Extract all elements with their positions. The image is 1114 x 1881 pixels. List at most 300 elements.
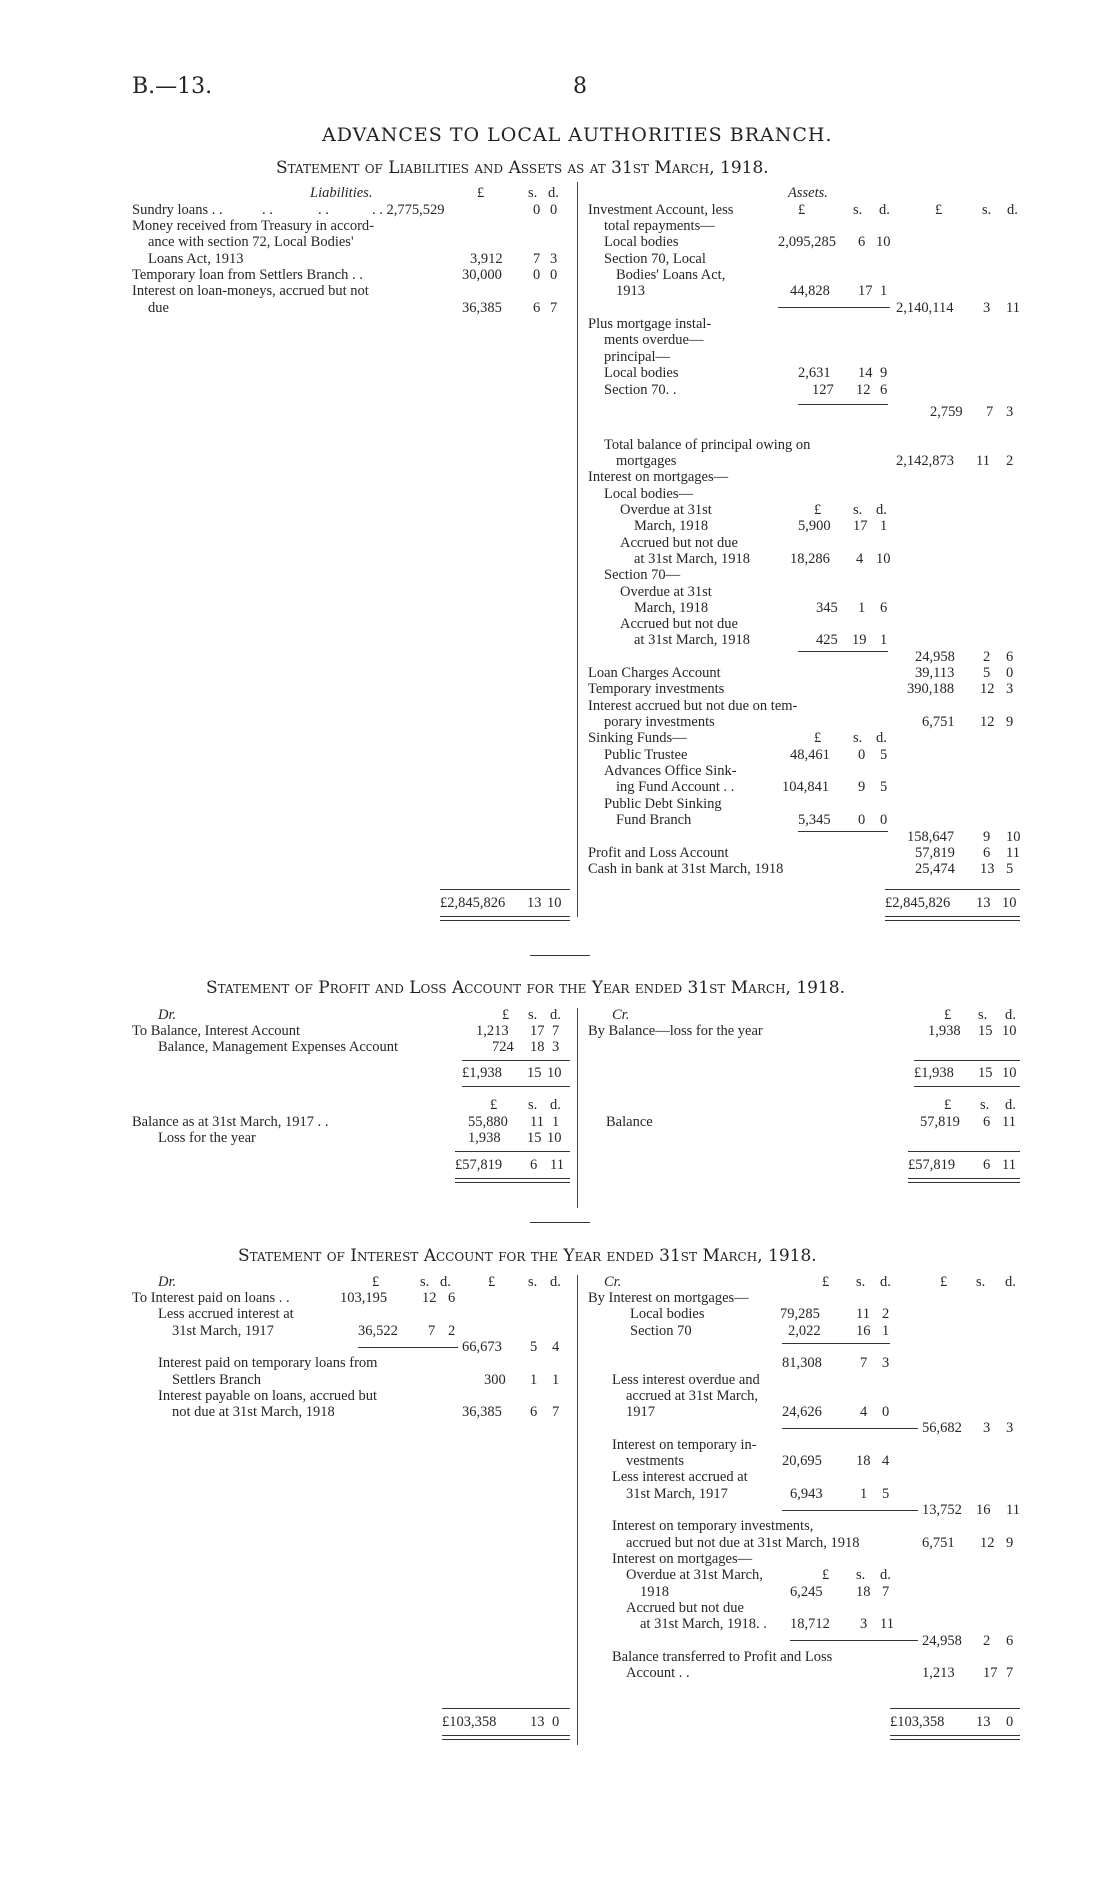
total-double-rule (440, 916, 570, 917)
int-amount: 300 (484, 1372, 506, 1388)
asset-s: 5 (983, 665, 991, 681)
column-divider (577, 1275, 578, 1745)
int-cr-text: Account . . (626, 1665, 690, 1681)
asset-d-head-2: d. (1007, 202, 1018, 218)
asset-sf-pound-head: £ (814, 730, 822, 746)
liab-text: Loans Act, 1913 (148, 251, 244, 267)
asset-text: Section 70. . (604, 382, 677, 398)
asset-pound-head-2: £ (935, 202, 943, 218)
liab-amount: 30,000 (462, 267, 502, 283)
asset-text: Overdue at 31st (620, 584, 712, 600)
asset-amount: 39,113 (915, 665, 955, 681)
int-cr-d: 3 (1006, 1420, 1014, 1436)
int-cr-text: Overdue at 31st March, (626, 1567, 763, 1583)
int-cr-text: Interest on temporary investments, (612, 1518, 814, 1534)
int-s: 1 (530, 1372, 538, 1388)
liab-amount: 36,385 (462, 300, 502, 316)
asset-d: 3 (1006, 404, 1014, 420)
pl-left-total: £1,938 (462, 1065, 502, 1081)
total-rule (914, 1060, 1020, 1061)
int-cr-s: 7 (860, 1355, 868, 1371)
asset-text: ing Fund Account . . (616, 779, 735, 795)
asset-interest-total: 24,958 (915, 649, 955, 665)
pl-pound-head-2: £ (490, 1097, 498, 1113)
asset-text: Accrued but not due (620, 616, 738, 632)
asset-d: 6 (1006, 649, 1014, 665)
int-cr-d: 7 (1006, 1665, 1014, 1681)
asset-text: at 31st March, 1918 (634, 551, 750, 567)
int-pound-head: £ (372, 1274, 380, 1290)
asset-s: 2 (983, 649, 991, 665)
asset-text: Interest on mortgages— (588, 469, 729, 485)
asset-sf-d-head: d. (876, 730, 887, 746)
pl-amount: 1,938 (468, 1130, 501, 1146)
asset-s: 12 (856, 382, 871, 398)
liab-d: 7 (550, 300, 558, 316)
int-cr-text: Less interest overdue and (612, 1372, 760, 1388)
pl-interest-balance: To Balance, Interest Account (132, 1023, 301, 1039)
liab-text: ance with section 72, Local Bodies' (148, 234, 354, 250)
int-cr-amount: 79,285 (780, 1306, 820, 1322)
asset-d: 2 (1006, 453, 1014, 469)
asset-s: 11 (976, 453, 990, 469)
int-cr-s: 13 (976, 1714, 991, 1730)
pl-balance-loss: By Balance—loss for the year (588, 1023, 763, 1039)
total-double-rule (885, 920, 1020, 921)
total-double-rule (455, 1178, 570, 1179)
int-cr-text: Local bodies (630, 1306, 705, 1322)
pl-cr: Cr. (612, 1007, 630, 1023)
asset-amount: 44,828 (790, 283, 830, 299)
int-sub-d-head: d. (880, 1567, 891, 1583)
pl-loss-for-year: Loss for the year (158, 1130, 256, 1146)
int-s: 5 (530, 1339, 538, 1355)
asset-pound-head: £ (798, 202, 806, 218)
asset-text: Accrued but not due (620, 535, 738, 551)
int-cr-amount: 20,695 (782, 1453, 822, 1469)
asset-text: principal— (604, 349, 671, 365)
subtotal-rule (798, 831, 888, 832)
total-rule (885, 889, 1020, 890)
assets-total-d: 10 (1002, 895, 1017, 911)
int-amount: 36,522 (358, 1323, 398, 1339)
pl-opening-balance: Balance as at 31st March, 1917 . . (132, 1114, 329, 1130)
liab-text: Money received from Treasury in accord- (132, 218, 374, 234)
int-cr-pound-head: £ (822, 1274, 830, 1290)
int-cr-d: 0 (1006, 1714, 1014, 1730)
pl-cr-d-head: d. (1005, 1007, 1016, 1023)
asset-temporary-investments: Temporary investments (588, 681, 725, 697)
int-cr-amount: 56,682 (922, 1420, 962, 1436)
asset-text: mortgages (616, 453, 677, 469)
int-text: Settlers Branch (172, 1372, 261, 1388)
column-divider (577, 1008, 578, 1208)
int-cr-d: 5 (882, 1486, 890, 1502)
int-cr-text: Accrued but not due (626, 1600, 744, 1616)
int-cr-s: 16 (856, 1323, 871, 1339)
asset-d: 10 (876, 551, 891, 567)
pl-s: 15 (978, 1023, 993, 1039)
asset-amount: 104,841 (782, 779, 830, 795)
int-cr-text: vestments (626, 1453, 684, 1469)
asset-s: 13 (980, 861, 995, 877)
pl-d: 11 (550, 1157, 564, 1173)
liab-s: 0 (533, 202, 541, 218)
liab-sundry-loans: Sundry loans . . (132, 202, 223, 218)
pl-d: 1 (552, 1114, 560, 1130)
liab-temporary-loan: Temporary loan from Settlers Branch . . (132, 267, 363, 283)
total-double-rule (455, 1182, 570, 1183)
int-cr-amount: 13,752 (922, 1502, 962, 1518)
pl-right-total-2: £57,819 (908, 1157, 956, 1173)
int-cr-s: 18 (856, 1584, 871, 1600)
subtotal-rule (358, 1347, 458, 1348)
liab-d: 0 (550, 267, 558, 283)
int-text: Less accrued interest at (158, 1306, 294, 1322)
int-cr-text: Section 70 (630, 1323, 692, 1339)
asset-amount: 5,345 (798, 812, 831, 828)
asset-text: Local bodies (604, 234, 679, 250)
int-d: 7 (552, 1404, 560, 1420)
pl-amount: 55,880 (468, 1114, 508, 1130)
int-d-head: d. (440, 1274, 451, 1290)
asset-text: at 31st March, 1918 (634, 632, 750, 648)
asset-s-head: s. (853, 202, 863, 218)
subtotal-rule (782, 1343, 890, 1344)
liab-total-s: 13 (527, 895, 542, 911)
asset-d: 5 (1006, 861, 1014, 877)
int-d: 0 (552, 1714, 560, 1730)
asset-d: 6 (880, 600, 888, 616)
pl-cr-d-head-2: d. (1005, 1097, 1016, 1113)
asset-d: 5 (880, 747, 888, 763)
interest-account-title: Statement of Interest Account for the Year ended 31st March, 1918. (238, 1246, 817, 1266)
page-number: 8 (573, 74, 587, 99)
asset-d: 11 (1006, 300, 1020, 316)
int-d: 2 (448, 1323, 456, 1339)
assets-total-s: 13 (976, 895, 991, 911)
asset-amount: 425 (816, 632, 838, 648)
pl-d-head: d. (550, 1007, 561, 1023)
int-s-head: s. (420, 1274, 430, 1290)
total-double-rule (890, 1735, 1020, 1736)
asset-d: 1 (880, 632, 888, 648)
liab-d: 3 (550, 251, 558, 267)
int-cr-amount: 2,022 (788, 1323, 821, 1339)
asset-text: March, 1918 (634, 518, 709, 534)
total-rule (890, 1708, 1020, 1709)
int-cr-text: 1918 (640, 1584, 669, 1600)
asset-s: 12 (980, 714, 995, 730)
pl-d: 7 (552, 1023, 560, 1039)
int-d: 1 (552, 1372, 560, 1388)
liab-amount: 3,912 (470, 251, 503, 267)
subtotal-rule (778, 307, 890, 308)
total-rule (442, 1708, 570, 1709)
asset-d: 1 (880, 518, 888, 534)
pl-s: 6 (983, 1157, 991, 1173)
liabilities-heading: Liabilities. (310, 185, 373, 201)
liab-s: 6 (533, 300, 541, 316)
asset-subtotal: 2,759 (930, 404, 963, 420)
asset-principal-total: 2,142,873 (896, 453, 954, 469)
int-cr-text: By Interest on mortgages— (588, 1290, 749, 1306)
pl-s: 17 (530, 1023, 545, 1039)
liab-d-head: d. (548, 185, 559, 201)
int-cr-s: 18 (856, 1453, 871, 1469)
asset-d-head: d. (879, 202, 890, 218)
asset-s: 17 (858, 283, 873, 299)
liab-pound-head: £ (477, 185, 485, 201)
asset-s: 19 (852, 632, 867, 648)
int-text: Interest paid on temporary loans from (158, 1355, 378, 1371)
asset-s: 9 (858, 779, 866, 795)
asset-text: Section 70, Local (604, 251, 706, 267)
asset-text: ments overdue— (604, 332, 704, 348)
asset-text: Advances Office Sink- (604, 763, 737, 779)
int-s-head-2: s. (528, 1274, 538, 1290)
liab-s-head: s. (528, 185, 538, 201)
pl-amount: 724 (492, 1039, 514, 1055)
int-cr-text: Interest on temporary in- (612, 1437, 757, 1453)
total-double-rule (885, 916, 1020, 917)
asset-investment: Investment Account, less (588, 202, 734, 218)
int-cr-text: 1917 (626, 1404, 655, 1420)
pl-d: 11 (1002, 1114, 1016, 1130)
asset-amount: 127 (812, 382, 834, 398)
leader-dots: . . (318, 202, 329, 218)
asset-d: 3 (1006, 681, 1014, 697)
int-right-total: £103,358 (890, 1714, 945, 1730)
asset-d: 1 (880, 283, 888, 299)
asset-s: 6 (983, 845, 991, 861)
pl-cr-s-head: s. (978, 1007, 988, 1023)
asset-text: total repayments— (604, 218, 715, 234)
asset-sf-s-head: s. (853, 730, 863, 746)
int-cr-d: 1 (882, 1323, 890, 1339)
asset-d: 11 (1006, 845, 1020, 861)
asset-s: 0 (858, 812, 866, 828)
asset-text: 1913 (616, 283, 645, 299)
pl-cr-pound-head-2: £ (944, 1097, 952, 1113)
asset-sub-s-head: s. (853, 502, 863, 518)
asset-d: 0 (880, 812, 888, 828)
int-cr-d: 6 (1006, 1633, 1014, 1649)
int-cr-d-head: d. (880, 1274, 891, 1290)
int-cr-s: 4 (860, 1404, 868, 1420)
pl-d: 10 (547, 1065, 562, 1081)
pl-pound-head: £ (502, 1007, 510, 1023)
branch-title: ADVANCES TO LOCAL AUTHORITIES BRANCH. (322, 124, 833, 146)
pl-cr-s-head-2: s. (980, 1097, 990, 1113)
asset-s-head-2: s. (982, 202, 992, 218)
int-dr: Dr. (158, 1274, 177, 1290)
int-text: Interest payable on loans, accrued but (158, 1388, 378, 1404)
subtotal-rule (782, 1428, 918, 1429)
pl-right-total: £1,938 (914, 1065, 954, 1081)
asset-text: Public Debt Sinking (604, 796, 722, 812)
int-d: 4 (552, 1339, 560, 1355)
int-cr-amount: 1,213 (922, 1665, 955, 1681)
asset-text: Local bodies (604, 365, 679, 381)
int-cr-amount: 81,308 (782, 1355, 822, 1371)
int-cr-s: 16 (976, 1502, 991, 1518)
subtotal-rule (798, 404, 888, 405)
asset-s: 17 (853, 518, 868, 534)
asset-s: 0 (858, 747, 866, 763)
liab-d: 0 (550, 202, 558, 218)
int-cr-amount: 6,943 (790, 1486, 823, 1502)
int-cr-text: Less interest accrued at (612, 1469, 748, 1485)
pl-s: 15 (527, 1130, 542, 1146)
int-sub-s-head: s. (856, 1567, 866, 1583)
int-s: 6 (530, 1404, 538, 1420)
asset-sub-d-head: d. (876, 502, 887, 518)
int-cr-amount: 24,958 (922, 1633, 962, 1649)
pl-left-total-2: £57,819 (455, 1157, 503, 1173)
int-amount: 36,385 (462, 1404, 502, 1420)
int-cr-d: 9 (1006, 1535, 1014, 1551)
asset-amount: 5,900 (798, 518, 831, 534)
pl-d: 3 (552, 1039, 560, 1055)
int-cr-text: at 31st March, 1918. . (640, 1616, 767, 1632)
asset-text: Plus mortgage instal- (588, 316, 712, 332)
asset-text: Fund Branch (616, 812, 692, 828)
int-cr-pound-head-2: £ (940, 1274, 948, 1290)
asset-d: 10 (876, 234, 891, 250)
section-divider (530, 955, 590, 956)
asset-sinking-total: 158,647 (907, 829, 955, 845)
asset-d: 0 (1006, 665, 1014, 681)
int-d: 6 (448, 1290, 456, 1306)
asset-amount: 390,188 (907, 681, 955, 697)
asset-s: 4 (856, 551, 864, 567)
pl-d: 11 (1002, 1157, 1016, 1173)
asset-s: 7 (986, 404, 994, 420)
int-amount: 66,673 (462, 1339, 502, 1355)
asset-s: 9 (983, 829, 991, 845)
total-double-rule (890, 1739, 1020, 1740)
section-divider (530, 1222, 590, 1223)
asset-amount: 18,286 (790, 551, 830, 567)
total-double-rule (462, 1086, 570, 1087)
asset-s: 1 (858, 600, 866, 616)
balance-sheet-title: Statement of Liabilities and Assets as at 31st March, 1918. (276, 158, 769, 178)
total-double-rule (914, 1086, 1020, 1087)
int-s: 13 (530, 1714, 545, 1730)
int-amount: 103,195 (340, 1290, 388, 1306)
int-s: 7 (428, 1323, 436, 1339)
int-s: 12 (422, 1290, 437, 1306)
asset-d: 9 (880, 365, 888, 381)
int-cr-text: 31st March, 1917 (626, 1486, 728, 1502)
pl-cr-pound-head: £ (944, 1007, 952, 1023)
int-cr-d: 7 (882, 1584, 890, 1600)
asset-profit-loss: Profit and Loss Account (588, 845, 729, 861)
int-pound-head-2: £ (488, 1274, 496, 1290)
total-double-rule (908, 1178, 1020, 1179)
pl-d: 10 (1002, 1065, 1017, 1081)
total-double-rule (442, 1735, 570, 1736)
pl-s: 6 (530, 1157, 538, 1173)
leader-dots: . . (262, 202, 273, 218)
liab-text: due (148, 300, 169, 316)
pl-management-balance: Balance, Management Expenses Account (158, 1039, 398, 1055)
pl-s: 18 (530, 1039, 545, 1055)
int-cr-s: 1 (860, 1486, 868, 1502)
report-code: B.—13. (132, 74, 213, 99)
total-double-rule (440, 920, 570, 921)
asset-s: 12 (980, 681, 995, 697)
pl-amount: 57,819 (920, 1114, 960, 1130)
pl-s: 15 (527, 1065, 542, 1081)
asset-text: Sinking Funds— (588, 730, 687, 746)
int-cr-amount: 6,245 (790, 1584, 823, 1600)
int-cr-d: 11 (880, 1616, 894, 1632)
pl-s: 11 (530, 1114, 544, 1130)
int-sub-pound-head: £ (822, 1567, 830, 1583)
asset-amount: 345 (816, 600, 838, 616)
asset-text: Section 70— (604, 567, 681, 583)
pl-amount: 1,213 (476, 1023, 509, 1039)
asset-text: Total balance of principal owing on (604, 437, 811, 453)
int-cr-d: 11 (1006, 1502, 1020, 1518)
int-cr-text: Interest on mortgages— (612, 1551, 753, 1567)
asset-amount: 2,095,285 (778, 234, 836, 250)
asset-text: March, 1918 (634, 600, 709, 616)
asset-text: porary investments (604, 714, 715, 730)
int-cr-amount: 6,751 (922, 1535, 955, 1551)
total-rule (462, 1060, 570, 1061)
asset-text: Public Trustee (604, 747, 688, 763)
column-divider (577, 182, 578, 917)
int-cr: Cr. (604, 1274, 622, 1290)
asset-s: 3 (983, 300, 991, 316)
int-cr-s-head: s. (856, 1274, 866, 1290)
subtotal-rule (790, 1640, 918, 1641)
int-interest-paid: To Interest paid on loans . . (132, 1290, 290, 1306)
int-cr-s-head-2: s. (976, 1274, 986, 1290)
int-cr-d: 2 (882, 1306, 890, 1322)
asset-s: 6 (858, 234, 866, 250)
asset-d: 10 (1006, 829, 1021, 845)
asset-cash-in-bank: Cash in bank at 31st March, 1918 (588, 861, 784, 877)
asset-amount: 57,819 (915, 845, 955, 861)
liab-s: 7 (533, 251, 541, 267)
asset-amount: 6,751 (922, 714, 955, 730)
total-rule (908, 1151, 1020, 1152)
asset-d: 5 (880, 779, 888, 795)
int-cr-s: 3 (860, 1616, 868, 1632)
asset-amount: 2,631 (798, 365, 831, 381)
liab-sundry-amount: . . 2,775,529 (372, 202, 445, 218)
int-cr-s: 11 (856, 1306, 870, 1322)
asset-amount: 25,474 (915, 861, 955, 877)
asset-text: Bodies' Loans Act, (616, 267, 726, 283)
int-left-total: £103,358 (442, 1714, 497, 1730)
pl-d: 10 (1002, 1023, 1017, 1039)
total-rule (455, 1151, 570, 1152)
int-cr-text: accrued but not due at 31st March, 1918 (626, 1535, 860, 1551)
assets-total: £2,845,826 (885, 895, 951, 911)
int-text: 31st March, 1917 (172, 1323, 274, 1339)
asset-text: Overdue at 31st (620, 502, 712, 518)
pl-amount: 1,938 (928, 1023, 961, 1039)
subtotal-rule (782, 1510, 918, 1511)
int-cr-d: 0 (882, 1404, 890, 1420)
asset-s: 14 (858, 365, 873, 381)
liab-total: £2,845,826 (440, 895, 506, 911)
